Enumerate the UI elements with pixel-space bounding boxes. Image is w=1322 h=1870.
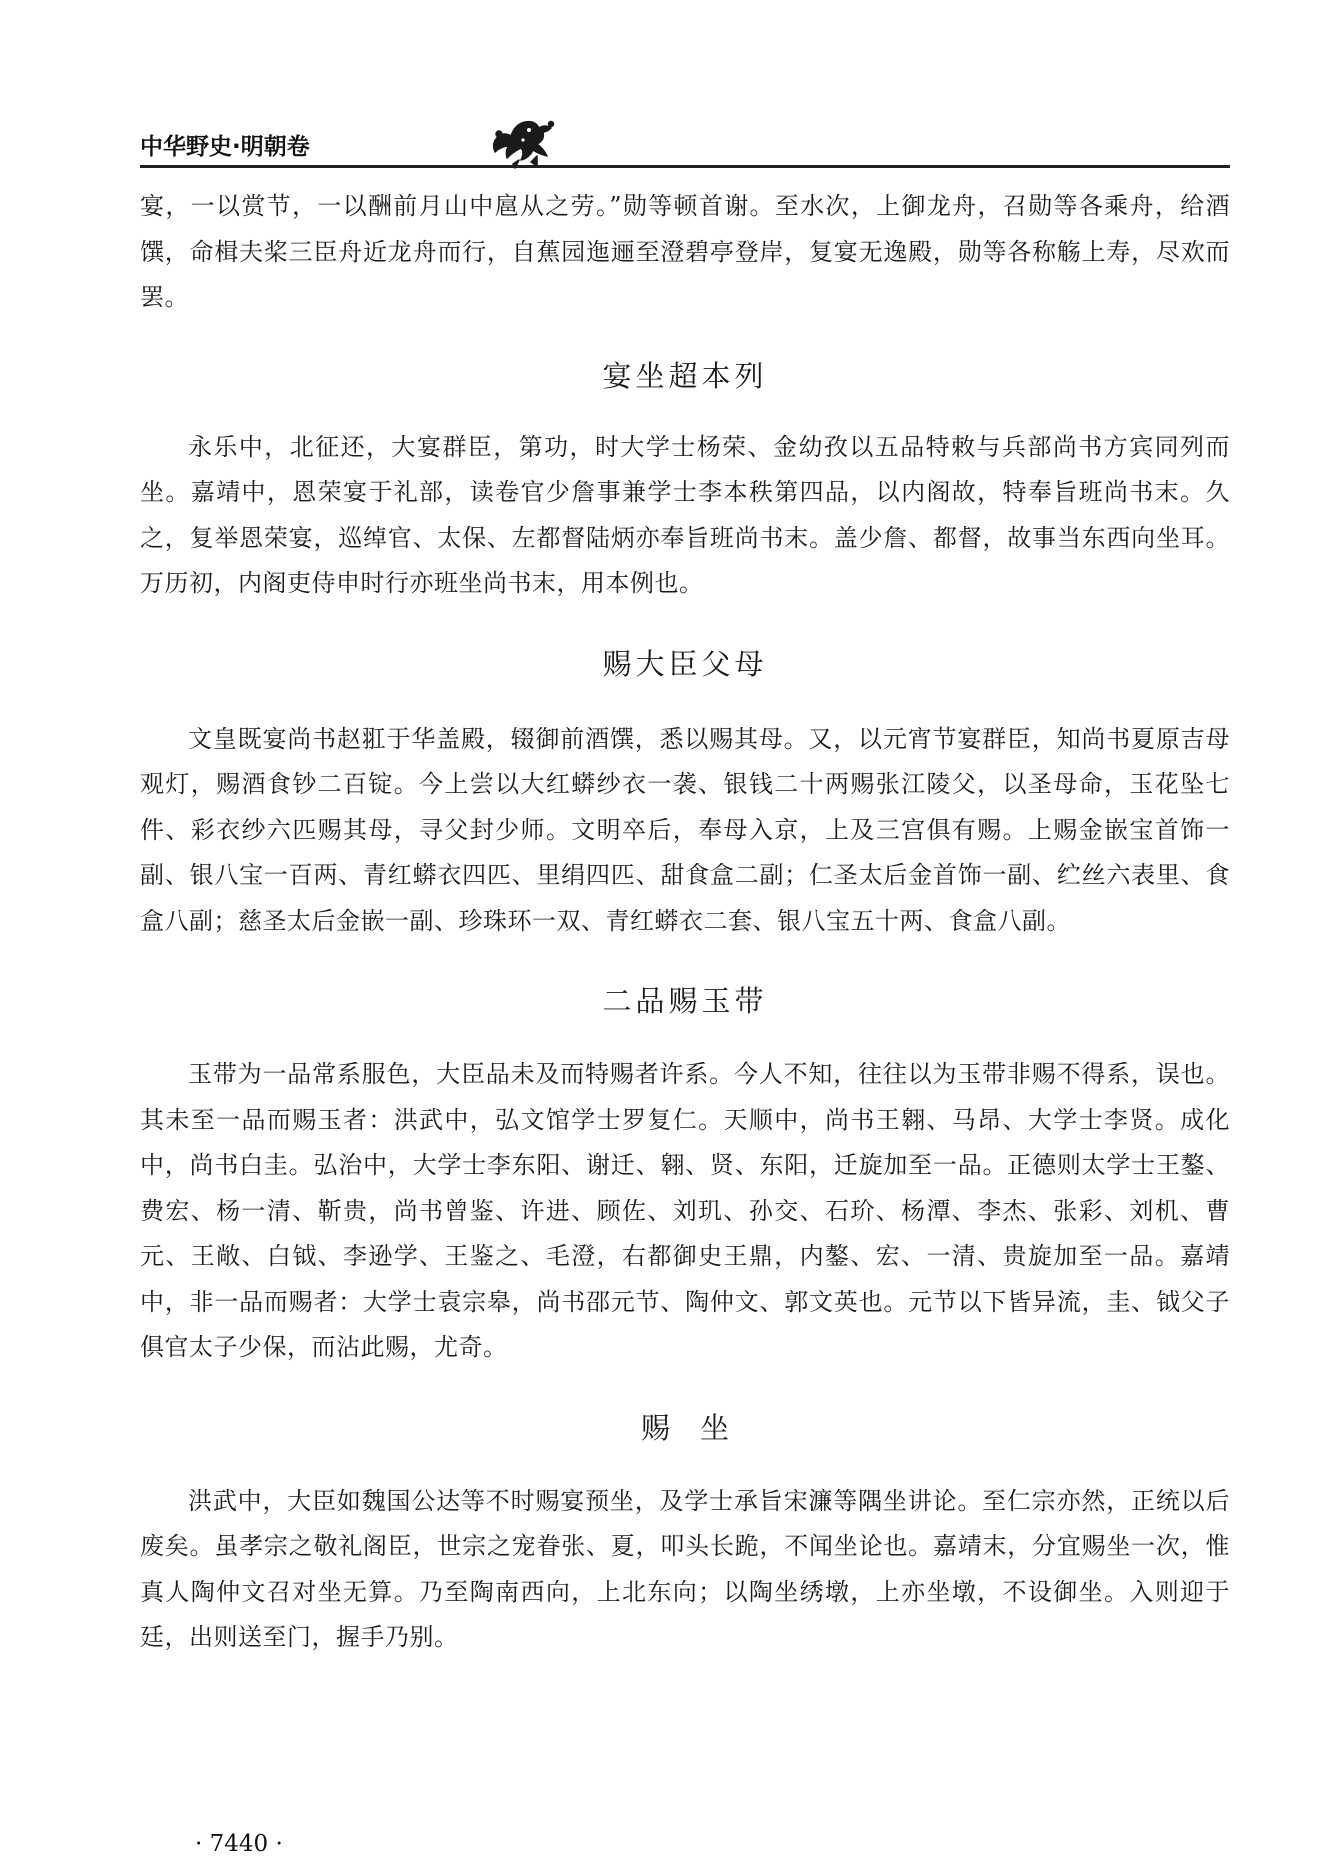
page-number: · 7440 ·	[195, 1831, 283, 1857]
section-heading: 赐坐	[640, 1410, 759, 1445]
section-paragraph: 永乐中，北征还，大宴群臣，第功，时大学士杨荣、金幼孜以五品特敕与兵部尚书方宾同列而坐。嘉靖中，恩荣宴于礼部，读卷官少詹事兼学士李本秩第四品，以内阁故，特奉旨班尚书末。久之，复举恩荣宴，巡绰官、太保、左都督陆炳亦奉旨班尚书末。盖少詹、都督，故事当东西向坐耳。万历初，内阁吏侍申时行亦班坐尚书末，用本例也。	[140, 432, 1230, 597]
section-paragraph: 洪武中，大臣如魏国公达等不时赐宴预坐，及学士承旨宋濂等隅坐讲论。至仁宗亦然，正统以后废矣。虽孝宗之敬礼阁臣，世宗之宠眷张、夏，叩头长跪，不闻坐论也。嘉靖末，分宜赐坐一次，惟真人陶仲文召对坐无算。乃至陶南西向，上北东向；以陶坐绣墩，上亦坐墩，不设御坐。入则迎于廷，出则送至门，握手乃别。	[140, 1486, 1230, 1651]
section-heading: 二品赐玉带	[602, 984, 768, 1018]
book-title: 中华野史·明朝卷	[140, 134, 310, 160]
running-header	[140, 118, 1240, 174]
section-paragraph: 玉带为一品常系服色，大臣品未及而特赐者许系。今人不知，往往以为玉带非赐不得系，误也。其未至一品而赐玉者：洪武中，弘文馆学士罗复仁。天顺中，尚书王翱、马昂、大学士李贤。成化中，尚书白圭。弘治中，大学士李东阳、谢迁、翱、贤、东阳，迁旋加至一品。正德则太学士王鏊、费宏、杨一清、靳贵，尚书曾鉴、许进、顾佐、刘玑、孙交、石玠、杨潭、李杰、张彩、刘机、曹元、王敞、白钺、李逊学、王鉴之、毛澄，右都御史王鼎，内鏊、宏、一清、贵旋加至一品。嘉靖中，非一品而赐者：大学士袁宗皋，尚书邵元节、陶仲文、郭文英也。元节以下皆异流，圭、钺父子俱官太子少保，而沾此赐，尤奇。	[140, 1060, 1230, 1361]
dragon-emblem-icon	[485, 112, 560, 170]
header-rule	[140, 165, 1230, 168]
section-heading: 赐大臣父母	[602, 646, 768, 681]
section-paragraph: 文皇既宴尚书赵羾于华盖殿，辍御前酒馔，悉以赐其母。又，以元宵节宴群臣，知尚书夏原吉母观灯，赐酒食钞二百锭。今上尝以大红蟒纱衣一袭、银钱二十两赐张江陵父，以圣母命，玉花坠七件、彩衣纱六匹赐其母，寻父封少师。文明卒后，奉母入京，上及三宫俱有赐。上赐金嵌宝首饰一副、银八宝一百两、青红蟒衣四匹、里绢四匹、甜食盒二副；仁圣太后金首饰一副、纻丝六表里、食盒八副；慈圣太后金嵌一副、珍珠环一双、青红蟒衣二套、银八宝五十两、食盒八副。	[140, 724, 1230, 935]
continued-paragraph: 宴，一以赏节，一以酬前月山中扈从之劳。”勋等顿首谢。至水次，上御龙舟，召勋等各乘舟，给酒馔，命楫夫桨三臣舟近龙舟而行，自蕉园迤逦至澄碧亭登岸，复宴无逸殿，勋等各称觞上寿，尽欢而罢。	[140, 192, 1230, 311]
section-heading: 宴坐超本列	[602, 358, 768, 393]
page-body	[140, 184, 1230, 1661]
